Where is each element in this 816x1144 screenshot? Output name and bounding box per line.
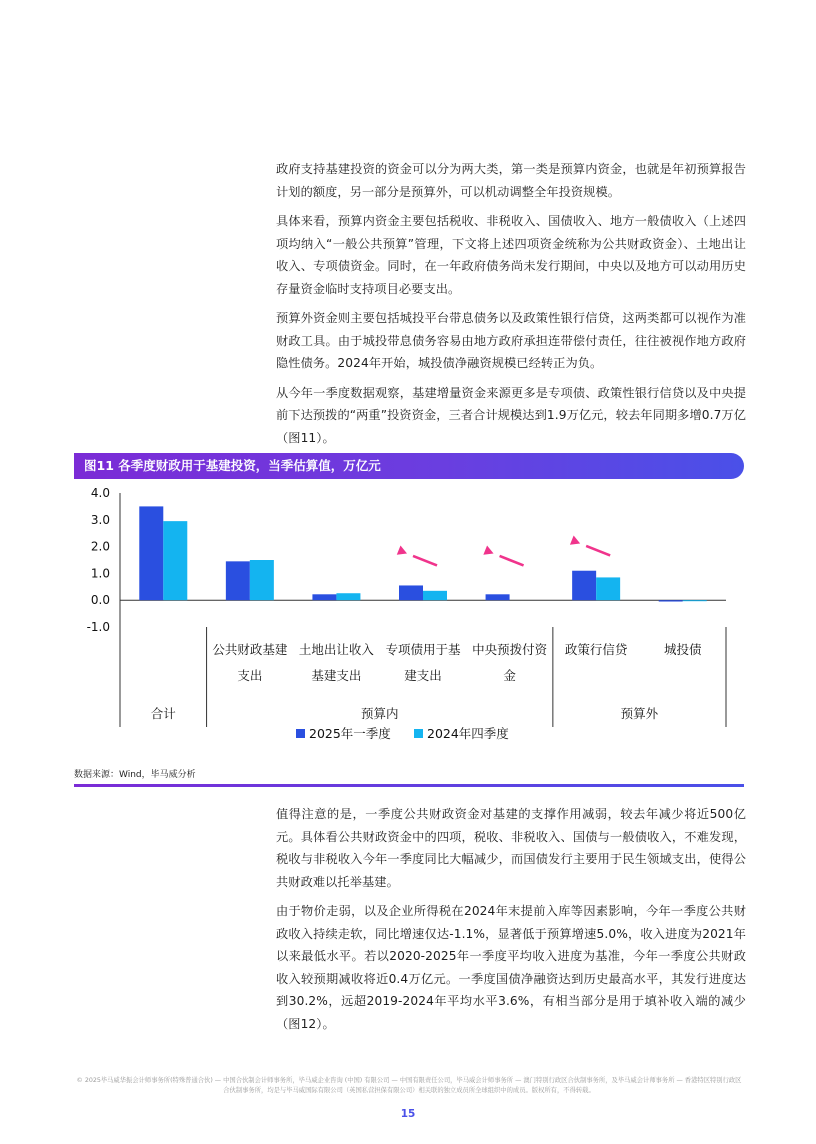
bar: [399, 585, 423, 600]
paragraph: 具体来看，预算内资金主要包括税收、非税收入、国债收入、地方一般债收入（上述四项均纳入“一般公共预算”管理，下文将上述四项资金统称为公共财政资金）、土地出让收入、专项债资金。同时，在一年政府债务尚未发行期间，中央以及地方可以动用历史存量资金临时支持项目必要支出。: [276, 214, 746, 296]
bar: [226, 561, 250, 600]
y-tick-label: 4.0: [90, 486, 110, 500]
x-group-label: 预算外: [620, 706, 659, 721]
bar: [683, 600, 707, 601]
trend-arrow-head: [570, 535, 580, 544]
x-category-label: 建支出: [404, 668, 442, 683]
bar: [250, 560, 274, 600]
trend-arrow-head: [397, 545, 407, 554]
x-category-label: 城投债: [663, 642, 702, 657]
divider: [74, 784, 744, 787]
bar: [596, 577, 620, 600]
x-category-label: 公共财政基建: [212, 642, 288, 657]
figure-title: 图11 各季度财政用于基建投资，当季估算值，万亿元: [74, 453, 744, 479]
y-tick-label: 2.0: [90, 539, 110, 554]
x-group-label: 预算内: [360, 706, 399, 721]
paragraph: 预算外资金则主要包括城投平台带息债务以及政策性银行信贷，这两类都可以视作为准财政工具。由于城投带息债务容易由地方政府承担连带偿付责任，往往被视作地方政府隐性债务。2024年开始，城投债净融资规模已经转正为负。: [276, 311, 746, 370]
page-number: 15: [400, 1108, 416, 1120]
x-category-label: 专项债用于基: [385, 642, 461, 657]
bar-chart: [74, 482, 744, 747]
trend-arrow: [586, 546, 610, 556]
x-category-label: 土地出让收入: [298, 642, 374, 657]
body-text-bottom: [276, 803, 746, 1042]
legend-label: 2024年四季度: [427, 726, 509, 741]
paragraph: 值得注意的是，一季度公共财政资金对基建的支撑作用减弱，较去年减少将近500亿元。具体看公共财政资金中的四项，税收、非税收入、国债与一般债收入，不难发现，税收与非税收入今年一季度同比大幅减少，而国债发行主要用于民生领域支出，使得公共财政难以托举基建。: [276, 807, 746, 889]
x-category-label: 支出: [237, 668, 263, 683]
trend-arrow: [500, 556, 524, 566]
x-category-label: 中央预拨付资: [472, 642, 548, 657]
bar: [336, 593, 360, 600]
paragraph: 政府支持基建投资的资金可以分为两大类，第一类是预算内资金，也就是年初预算报告计划的额度，另一部分是预算外，可以机动调整全年投资规模。: [276, 162, 746, 199]
legend-swatch: [414, 729, 423, 738]
bar: [659, 600, 683, 601]
bar: [423, 591, 447, 600]
paragraph: 从今年一季度数据观察，基建增量资金来源更多是专项债、政策性银行信贷以及中央提前下达预拨的“两重”投资资金，三者合计规模达到1.9万亿元，较去年同期多增0.7万亿（图11）。: [276, 385, 746, 445]
legend-swatch: [296, 729, 305, 738]
bar: [139, 506, 163, 600]
paragraph: 由于物价走弱，以及企业所得税在2024年末提前入库等因素影响，今年一季度公共财政收入持续走软，同比增速仅达-1.1%，显著低于预算增速5.0%，收入进度为2021年以来最低水平。若以2020-2025年一季度平均收入进度为基准，今年一季度公共财政收入较预期减收将近0.4万亿元。一季度国债净融资达到历史最高水平，其发行进度达到30.2%，远超2019-2024年平均水平3.6%，有相当部分是用于填补收入端的减少（图12）。: [276, 904, 746, 1031]
body-text-top: [276, 158, 746, 456]
copyright-note: © 2025毕马威华振会计师事务所(特殊普通合伙) — 中国合伙制会计师事务所，毕马威企业咨询 (中国) 有限公司 — 中国有限责任公司，毕马威会计师事务所 — 澳门特别行政区合伙制事务所，及毕马威会计师事务所 — 香港特区特别行政区合伙制事务所，均是与毕马威国际有限公司（英国私营担保有限公司）相关联的独立成员所全球组织中的成员。版权所有，不得转载。: [76, 1077, 742, 1094]
trend-arrow-head: [483, 545, 493, 554]
figure-source: 数据来源：Wind，毕马威分析: [74, 770, 196, 780]
bar: [486, 594, 510, 600]
x-category-label: 基建支出: [311, 668, 362, 683]
y-tick-label: -1.0: [86, 620, 110, 634]
y-tick-label: 0.0: [90, 593, 110, 608]
bar: [163, 521, 187, 600]
x-category-label: 合计: [150, 706, 176, 721]
bar: [572, 571, 596, 600]
y-tick-label: 3.0: [90, 512, 110, 527]
y-tick-label: 1.0: [90, 566, 110, 581]
x-category-label: 金: [503, 668, 516, 683]
legend-label: 2025年一季度: [309, 726, 391, 741]
trend-arrow: [413, 556, 437, 566]
bar: [312, 594, 336, 600]
x-category-label: 政策行信贷: [564, 642, 628, 657]
